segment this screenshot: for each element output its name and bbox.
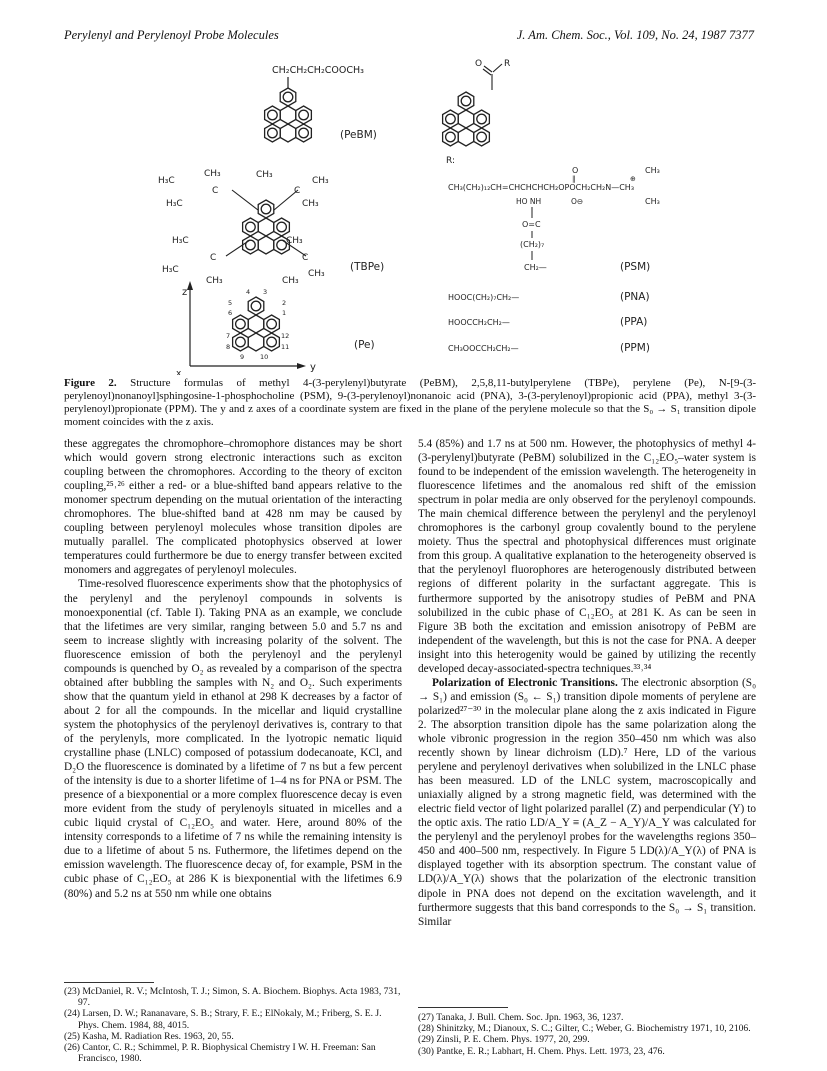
pna-structure bbox=[448, 291, 650, 303]
svg-text:CH₃OOCCH₂CH₂—: CH₃OOCCH₂CH₂— bbox=[448, 344, 519, 353]
svg-text:1: 1 bbox=[282, 309, 287, 317]
svg-text:CH₃: CH₃ bbox=[286, 236, 303, 246]
body-paragraph: 5.4 (85%) and 1.7 ns at 500 nm. However, the photophysics of methyl 4-(3-perylenyl)butyrate (PeBM) solubilized in the C₁₂EO₅–water system is found to be independent of the emission wavelength. The heterogeneity in fluorescence lifetimes and the anomalous red shift of the emission spectrum in polar media are only observed for the perylenoyl compounds. The main chemical difference between the perylenyl and the perylenoyl chromophores is the carbonyl group covalently bound to the perylene moiety. Thus the spectral and photophysical differences must originate from this group. A qualitative explanation to the heterogeneity observed is that the perylenoyl fluorophores are heterogenously distributed between regions of different polarity in the surfactant aggregate. This is furthermore supported by the anisotropy studies of PeBM and PNA solubilized in the cubic phase of C₁₂EO₅ at 281 K. As can be seen in Figure 3B both the excitation and emission anisotropy of PeBM are independent of the wavelength, but this is not the case for PNA. A deeper insight into this heterogenity would be gained by utilizing the recently developed decay-associated-spectra techniques.³³˒³⁴ bbox=[418, 438, 756, 675]
footnote-rule-right bbox=[418, 1007, 508, 1008]
pe-label: (Pe) bbox=[354, 339, 375, 351]
svg-text:‖: ‖ bbox=[572, 175, 576, 183]
pebm-label: (PeBM) bbox=[340, 129, 377, 141]
reference-item: (24) Larsen, D. W.; Rananavare, S. B.; Strary, F. E.; ElNokaly, M.; Friberg, S. E. J. Phys. Chem. 1984, 88, 4015. bbox=[64, 1008, 382, 1031]
svg-text:HO NH: HO NH bbox=[516, 197, 542, 206]
svg-text:H₃C: H₃C bbox=[158, 176, 175, 186]
reference-item: (26) Cantor, C. R.; Schimmel, P. R. Biophysical Chemistry I W. H. Freeman: San Francisco, 1980. bbox=[64, 1042, 376, 1065]
svg-text:CH₃: CH₃ bbox=[312, 176, 329, 186]
svg-text:O: O bbox=[475, 59, 483, 69]
caption-lead: Figure 2. bbox=[64, 377, 117, 389]
svg-text:(CH₂)₇: (CH₂)₇ bbox=[520, 240, 545, 249]
reference-item: (30) Pantke, E. R.; Labhart, H. Chem. Phys. Lett. 1973, 23, 476. bbox=[418, 1045, 665, 1057]
svg-text:C: C bbox=[302, 253, 309, 263]
psm-label: (PSM) bbox=[620, 261, 651, 273]
caption-text: Structure formulas of methyl 4-(3-perylenyl)butyrate (PeBM), 2,5,8,11-butylperylene (TBPe), perylene (Pe), N-[9-(3-perylenoyl)nonanoyl]sphingosine-1-phosphocholine (PSM), 9-(3-perylenoyl)nonanoic acid (PNA), 3-(3-perylenoyl)propionic acid (PPA), methyl 3-(3-perylenoyl)propionate (PPM). The y and z axes of a coordinate system are fixed in the plane of the perylene molecule so that the S₀ → S₁ transition dipole moment coincides with the z axis. bbox=[64, 377, 756, 428]
psm-main-chain: CH₃(CH₂)₁₂CH=CHCHCHCH₂OPOCH₂CH₂N—CH₃ bbox=[448, 183, 635, 192]
pebm-perylene-ring bbox=[265, 88, 312, 142]
body-paragraph-polarization: Polarization of Electronic Transitions. The electronic absorption (S₀ → S₁) and emission (S₀ ← S₁) transition dipole moments of perylene are polarized²⁷⁻³⁰ in the molecular plane along the z axis indicated in Figure 2. The absorption transition dipole has the same polarization along the whole vibronic progression in the region 350–450 nm which was also recently shown by linear dichroism (LD).⁷ Here, LD of the various perylene and perylenoyl derivatives when solubilized in the LNLC phase has been measured. LD of the LNLC system, macroscopically and uniaxially aligned by a strong magnetic field, was determined with the electric field vector of light polarized parallel (Z) and perpendicular (Y) to the optic axis. The ratio LD/A_Y ≡ (A_Z − A_Y)/A_Y was calculated for the perylenyl and the perylenoyl probes for the wavelengths regions 350–450 and 400–500 nm, respectively. In Figure 5 LD(λ)/A_Y(λ) of PNA is displayed together with its absorption spectrum. The constant value of LD(λ)/A_Y(λ) shows that the polarization of the electronic transition dipole in PNA does not depend on the excitation wavelength, and it furthermore suggests that this band corresponds to the S₀ → S₁ transition. Similar bbox=[418, 676, 757, 928]
svg-text:11: 11 bbox=[281, 343, 290, 351]
svg-text:CH₃: CH₃ bbox=[645, 166, 660, 175]
body-column-left bbox=[64, 437, 402, 901]
svg-text:4: 4 bbox=[246, 288, 251, 296]
tbpe-label: (TBPe) bbox=[350, 261, 385, 273]
svg-text:HOOCCH₂CH₂—: HOOCCH₂CH₂— bbox=[448, 318, 510, 327]
svg-text:CH₃: CH₃ bbox=[308, 269, 325, 279]
footnote-rule-left bbox=[64, 982, 154, 983]
psm-structure bbox=[448, 166, 660, 273]
svg-text:R: R bbox=[504, 59, 511, 69]
ppa-structure bbox=[448, 316, 647, 328]
tbpe-structure bbox=[158, 169, 384, 286]
svg-text:9: 9 bbox=[240, 353, 245, 361]
svg-text:HOOC(CH₂)₇CH₂—: HOOC(CH₂)₇CH₂— bbox=[448, 293, 520, 302]
svg-text:H₃C: H₃C bbox=[162, 265, 179, 275]
svg-text:⊕: ⊕ bbox=[630, 175, 636, 183]
svg-text:CH₃: CH₃ bbox=[204, 169, 221, 179]
svg-text:C: C bbox=[294, 186, 301, 196]
svg-text:CH₃: CH₃ bbox=[645, 197, 660, 206]
pebm-structure bbox=[265, 65, 377, 142]
reference-item: (27) Tanaka, J. Bull. Chem. Soc. Jpn. 1963, 36, 1237. bbox=[418, 1012, 624, 1023]
svg-text:O⊖: O⊖ bbox=[571, 197, 584, 206]
running-head-journal: J. Am. Chem. Soc., Vol. 109, No. 24, 1987 7377 bbox=[516, 28, 754, 42]
z-axis-label: z bbox=[182, 287, 188, 298]
svg-text:12: 12 bbox=[281, 332, 290, 340]
reference-item: (23) McDaniel, R. V.; McIntosh, T. J.; Simon, S. A. Biochem. Biophys. Acta 1983, 731, 97. bbox=[64, 986, 401, 1009]
svg-text:C: C bbox=[210, 253, 217, 263]
svg-text:CH₃: CH₃ bbox=[256, 170, 273, 180]
pebm-sidechain: CH₂CH₂CH₂COOCH₃ bbox=[272, 65, 364, 76]
svg-text:CH₃: CH₃ bbox=[282, 276, 299, 286]
svg-text:R:: R: bbox=[446, 156, 456, 166]
ppm-structure bbox=[448, 342, 650, 354]
figure-caption bbox=[64, 377, 756, 429]
svg-text:3: 3 bbox=[263, 288, 268, 296]
reference-item: (29) Zinsli, P. E. Chem. Phys. 1977, 20, 299. bbox=[418, 1034, 590, 1046]
body-paragraph: these aggregates the chromophore–chromophore distances may be short which would govern strong electronic interactions such as exciton coupling between the chromophores. According to the theory of exciton coupling,²⁵˒²⁶ either a red- or a blue-shifted band appears relative to the monomer spectrum depending on the mutual orientation of the interacting chromophores. The blue-shifted band at 428 nm may be caused by coupling between perylenoyl molecules whose transition dipoles are mutually parallel. The complicated photophysics observed at lower temperatures could furthermore be due to energy transfer between excited monomers and aggregates of perylenoyl molecules. bbox=[64, 438, 402, 577]
ppm-label: (PPM) bbox=[620, 342, 650, 354]
tbpe-perylene-ring bbox=[243, 200, 290, 254]
perylenoyl-ring bbox=[443, 92, 490, 146]
svg-text:O=C: O=C bbox=[522, 220, 541, 229]
svg-text:CH₂—: CH₂— bbox=[524, 263, 547, 272]
body-paragraph: Time-resolved fluorescence experiments show that the photophysics of the perylenyl and the perylenoyl compounds in solvents is monoexponential (cf. Table I). Taking PNA as an example, we conclude that the lifetimes are very similar, ranging between 5.0 and 5.7 ns and seem to increase slightly with increasing polarity of the solvent. The fluorescence emission of both the perylenoyl and the perylenyl compounds is quenched by O₂ as revealed by a comparison of the spectra obtained after bubbling the samples with N₂ and O₂. Such experiments show that the quantum yield in ethanol at 298 K decreases by a factor of about 2 for all the compounds. In the micellar and liquid crystalline system the photophysics of the perylenoyl derivatives is, contrary to that of the perylenyls, more complicated. In the lyotropic nematic liquid crystalline phase (LNLC) composed of potassium dodecanoate, KCl, and D₂O the fluorescence is dominated by a lifetime of 7 ns but a few percent of the intensity is due to a shorter lifetime of 1–4 ns for PNA or PSM. The presence of a biexponential or a more complex fluorescence decay is even more evident from the study of perylenoyls situated in micelles and a cubic liquid crystal of C₁₂EO₅ and water. Here, around 80% of the intensity corresponds to a lifetime of 7 ns while the remaining intensity is due to a lifetime of about 5 ns. Futhermore, the lifetimes depend on the emission wavelength. The fluorescence decay of, for example, PSM in the cubic phase of C₁₂EO₅ at 286 K is biexponential with the lifetimes 6.9 (80%) and 5.2 ns at 550 nm while one obtains bbox=[64, 578, 402, 900]
svg-text:CH₃: CH₃ bbox=[206, 276, 223, 286]
references-right bbox=[418, 1012, 756, 1057]
svg-text:10: 10 bbox=[260, 353, 269, 361]
svg-text:6: 6 bbox=[228, 309, 233, 317]
running-head-title: Perylenyl and Perylenoyl Probe Molecules bbox=[64, 28, 279, 42]
svg-text:CH₃: CH₃ bbox=[302, 199, 319, 209]
svg-text:7: 7 bbox=[226, 332, 231, 340]
svg-text:8: 8 bbox=[226, 343, 231, 351]
y-axis-label: y bbox=[310, 362, 316, 373]
pe-perylene-ring bbox=[233, 297, 280, 351]
running-head bbox=[64, 28, 754, 46]
pe-structure bbox=[176, 281, 375, 375]
svg-text:O: O bbox=[572, 166, 579, 175]
svg-text:2: 2 bbox=[282, 299, 287, 307]
section-heading: Polarization of Electronic Transitions. bbox=[432, 676, 618, 689]
reference-item: (25) Kasha, M. Radiation Res. 1963, 20, 55. bbox=[64, 1030, 234, 1042]
body-column-right bbox=[418, 437, 756, 929]
svg-text:H₃C: H₃C bbox=[166, 199, 183, 209]
svg-text:C: C bbox=[212, 186, 219, 196]
reference-item: (28) Shinitzky, M.; Dianoux, S. C.; Gilter, C.; Weber, G. Biochemistry 1971, 10, 2106. bbox=[418, 1023, 751, 1035]
x-axis-label: x bbox=[176, 369, 182, 375]
perylenoyl-structure bbox=[443, 59, 511, 166]
ppa-label: (PPA) bbox=[620, 316, 648, 328]
pna-label: (PNA) bbox=[620, 291, 650, 303]
structure-figure bbox=[60, 50, 770, 375]
svg-text:5: 5 bbox=[228, 299, 233, 307]
svg-text:H₃C: H₃C bbox=[172, 236, 189, 246]
references-left bbox=[64, 986, 402, 1064]
